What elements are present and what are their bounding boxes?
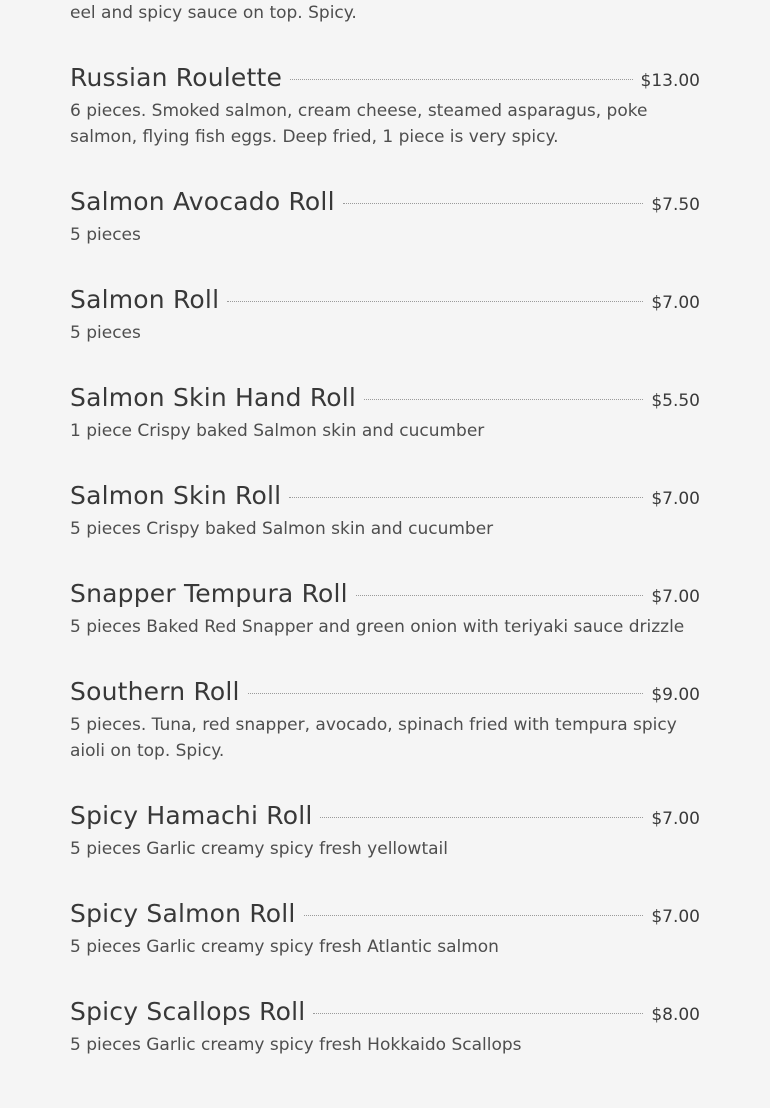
menu-item-description: 5 pieces: [70, 225, 141, 245]
menu-item-name: Salmon Skin Roll: [70, 481, 282, 510]
menu-item-price: $7.00: [651, 587, 700, 607]
menu-item[interactable]: [70, 378, 700, 444]
menu-item-description: 5 pieces Baked Red Snapper and green onion with teriyaki sauce drizzle: [70, 617, 685, 637]
dotted-leader: [290, 79, 632, 80]
dotted-leader: [227, 301, 643, 302]
menu-item-name: Salmon Skin Hand Roll: [70, 383, 357, 412]
dotted-leader: [248, 693, 644, 694]
menu-item-name: Snapper Tempura Roll: [70, 579, 348, 608]
dotted-leader: [364, 399, 643, 400]
menu-item-partial: [70, 0, 700, 26]
menu-item-name: Russian Roulette: [70, 63, 283, 92]
menu-item-name: Spicy Scallops Roll: [70, 997, 306, 1026]
menu-list: [70, 0, 700, 1058]
menu-item-price: $7.00: [651, 489, 700, 509]
menu-item-name: Salmon Avocado Roll: [70, 187, 335, 216]
menu-item[interactable]: [70, 992, 700, 1058]
menu-item-description: [70, 0, 700, 26]
dotted-leader: [289, 497, 643, 498]
menu-item-price: $8.00: [651, 1005, 700, 1025]
dotted-leader: [313, 1013, 643, 1014]
menu-item[interactable]: [70, 796, 700, 862]
dotted-leader: [343, 203, 644, 204]
menu-item-description: 5 pieces Garlic creamy spicy fresh Hokkaido Scallops: [70, 1035, 522, 1055]
menu-item-description: 5 pieces Garlic creamy spicy fresh Atlantic salmon: [70, 937, 499, 957]
menu-item-price: $9.00: [651, 685, 700, 705]
menu-item-description-line: eel and spicy sauce on top. Spicy.: [70, 3, 357, 23]
menu-item-description: 5 pieces: [70, 323, 141, 343]
menu-item-name: Southern Roll: [70, 677, 240, 706]
menu-item[interactable]: [70, 672, 700, 764]
menu-item-price: $7.00: [651, 293, 700, 313]
dotted-leader: [304, 915, 644, 916]
menu-item-description: 5 pieces Crispy baked Salmon skin and cucumber: [70, 519, 494, 539]
menu-item-price: $13.00: [640, 71, 700, 91]
menu-item-name: Spicy Salmon Roll: [70, 899, 296, 928]
menu-item[interactable]: [70, 58, 700, 150]
menu-item-price: $5.50: [651, 391, 700, 411]
menu-item[interactable]: [70, 894, 700, 960]
dotted-leader: [320, 817, 643, 818]
menu-item-description: 6 pieces. Smoked salmon, cream cheese, steamed asparagus, poke salmon, flying fish eggs. Deep fried, 1 piece is very spicy.: [70, 101, 648, 147]
menu-item-name: Spicy Hamachi Roll: [70, 801, 313, 830]
menu-item-price: $7.50: [651, 195, 700, 215]
dotted-leader: [356, 595, 644, 596]
menu-item-name: Salmon Roll: [70, 285, 220, 314]
menu-item[interactable]: [70, 574, 700, 640]
menu-item[interactable]: [70, 280, 700, 346]
menu-item-description: 5 pieces. Tuna, red snapper, avocado, spinach fried with tempura spicy aioli on top. Spicy.: [70, 715, 677, 761]
menu-item-price: $7.00: [651, 907, 700, 927]
menu-item[interactable]: [70, 476, 700, 542]
menu-item-description: 5 pieces Garlic creamy spicy fresh yellowtail: [70, 839, 448, 859]
menu-item[interactable]: [70, 182, 700, 248]
menu-item-price: $7.00: [651, 809, 700, 829]
menu-item-description: 1 piece Crispy baked Salmon skin and cucumber: [70, 421, 485, 441]
